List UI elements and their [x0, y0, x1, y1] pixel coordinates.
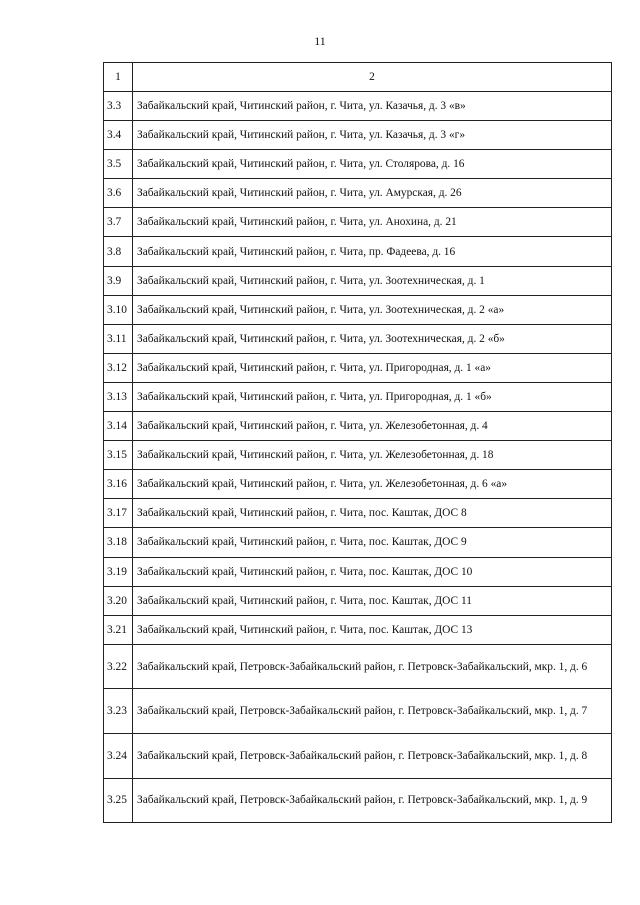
table-row [104, 92, 612, 121]
row-number: 3.10 [104, 295, 133, 324]
row-address: Забайкальский край, Читинский район, г. Чита, пос. Каштак, ДОС 13 [133, 615, 612, 644]
row-address: Забайкальский край, Читинский район, г. Чита, ул. Зоотехническая, д. 2 «а» [133, 295, 612, 324]
row-number: 3.13 [104, 382, 133, 411]
row-number: 3.16 [104, 470, 133, 499]
row-number: 3.8 [104, 237, 133, 266]
table-row [104, 266, 612, 295]
table-row [104, 778, 612, 823]
table-row [104, 412, 612, 441]
row-number: 3.15 [104, 441, 133, 470]
table-row [104, 689, 612, 734]
column-header-address: 2 [133, 63, 612, 92]
table-row [104, 208, 612, 237]
row-number: 3.23 [104, 689, 133, 734]
row-number: 3.14 [104, 412, 133, 441]
row-address: Забайкальский край, Читинский район, г. Чита, ул. Казачья, д. 3 «г» [133, 121, 612, 150]
table-row [104, 499, 612, 528]
table-row [104, 470, 612, 499]
row-address: Забайкальский край, Читинский район, г. Чита, ул. Железобетонная, д. 18 [133, 441, 612, 470]
table-row [104, 586, 612, 615]
row-address: Забайкальский край, Читинский район, г. Чита, ул. Зоотехническая, д. 1 [133, 266, 612, 295]
row-number: 3.20 [104, 586, 133, 615]
row-number: 3.11 [104, 324, 133, 353]
table-row [104, 441, 612, 470]
row-address: Забайкальский край, Читинский район, г. Чита, пос. Каштак, ДОС 11 [133, 586, 612, 615]
table-row [104, 615, 612, 644]
table-row [104, 121, 612, 150]
row-number: 3.4 [104, 121, 133, 150]
row-number: 3.19 [104, 557, 133, 586]
row-address: Забайкальский край, Читинский район, г. Чита, пос. Каштак, ДОС 8 [133, 499, 612, 528]
table-row [104, 353, 612, 382]
table-row [104, 295, 612, 324]
row-number: 3.3 [104, 92, 133, 121]
row-address: Забайкальский край, Читинский район, г. Чита, ул. Столярова, д. 16 [133, 150, 612, 179]
table-row [104, 557, 612, 586]
row-number: 3.6 [104, 179, 133, 208]
row-number: 3.17 [104, 499, 133, 528]
row-address: Забайкальский край, Читинский район, г. Чита, ул. Амурская, д. 26 [133, 179, 612, 208]
table-row [104, 324, 612, 353]
row-number: 3.7 [104, 208, 133, 237]
row-address: Забайкальский край, Петровск-Забайкальский район, г. Петровск-Забайкальский, мкр. 1, д. 9 [133, 778, 612, 823]
table-row [104, 644, 612, 689]
row-number: 3.24 [104, 733, 133, 778]
row-address: Забайкальский край, Петровск-Забайкальский район, г. Петровск-Забайкальский, мкр. 1, д. 8 [133, 733, 612, 778]
table-row [104, 733, 612, 778]
address-table [103, 62, 612, 823]
row-address: Забайкальский край, Читинский район, г. Чита, пр. Фадеева, д. 16 [133, 237, 612, 266]
row-number: 3.5 [104, 150, 133, 179]
row-address: Забайкальский край, Читинский район, г. Чита, пос. Каштак, ДОС 10 [133, 557, 612, 586]
row-number: 3.9 [104, 266, 133, 295]
table-header-row [104, 63, 612, 92]
row-address: Забайкальский край, Читинский район, г. Чита, ул. Железобетонная, д. 4 [133, 412, 612, 441]
row-address: Забайкальский край, Читинский район, г. Чита, ул. Пригородная, д. 1 «а» [133, 353, 612, 382]
column-header-number: 1 [104, 63, 133, 92]
row-address: Забайкальский край, Петровск-Забайкальский район, г. Петровск-Забайкальский, мкр. 1, д. 6 [133, 644, 612, 689]
row-address: Забайкальский край, Петровск-Забайкальский район, г. Петровск-Забайкальский, мкр. 1, д. 7 [133, 689, 612, 734]
table-row [104, 150, 612, 179]
row-address: Забайкальский край, Читинский район, г. Чита, ул. Анохина, д. 21 [133, 208, 612, 237]
row-number: 3.22 [104, 644, 133, 689]
row-address: Забайкальский край, Читинский район, г. Чита, ул. Пригородная, д. 1 «б» [133, 382, 612, 411]
page-number: 11 [314, 34, 326, 48]
table-row [104, 237, 612, 266]
row-number: 3.25 [104, 778, 133, 823]
row-number: 3.12 [104, 353, 133, 382]
row-address: Забайкальский край, Читинский район, г. Чита, ул. Казачья, д. 3 «в» [133, 92, 612, 121]
table-row [104, 528, 612, 557]
row-address: Забайкальский край, Читинский район, г. Чита, ул. Зоотехническая, д. 2 «б» [133, 324, 612, 353]
row-number: 3.21 [104, 615, 133, 644]
table-row [104, 179, 612, 208]
table-row [104, 382, 612, 411]
row-address: Забайкальский край, Читинский район, г. Чита, ул. Железобетонная, д. 6 «а» [133, 470, 612, 499]
row-address: Забайкальский край, Читинский район, г. Чита, пос. Каштак, ДОС 9 [133, 528, 612, 557]
row-number: 3.18 [104, 528, 133, 557]
